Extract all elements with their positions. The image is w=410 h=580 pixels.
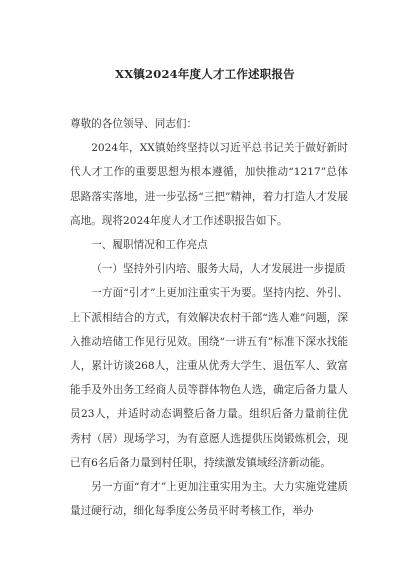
paragraph-cultivate: 另一方面“育才”上更加注重实用为主。大力实施党建质量过硬行动，细化每季度公务员平时考核工作，举办 xyxy=(70,481,348,518)
section-heading: 一、履职情况和工作亮点 xyxy=(91,239,208,252)
document-title: XX镇2024年度人才工作述职报告 xyxy=(115,67,295,81)
salutation: 尊敬的各位领导、同志们： xyxy=(70,118,198,130)
document-body xyxy=(70,112,348,523)
paragraph-intro: 2024年，XX镇始终坚持以习近平总书记关于做好新时代人才工作的重要思想为根本遵循，加快推动“1217”总体思路落实落地，进一步弘扬“三把”精神，着力打造人才发展高地。现将2024年度人才工作述职报告如下。 xyxy=(70,142,348,227)
subsection-heading: （一）坚持外引内培、服务大局，人才发展进一步提质 xyxy=(91,263,346,276)
paragraph-recruit: 一方面“引才”上更加注重实干为要。坚持内挖、外引、上下派相结合的方式，有效解决农村干部“选人难”问题，深入推动培储工作见行见效。围绕“一讲五有”标准下深水找能人，累计访谈268人，注重从优秀大学生、退伍军人、致富能手及外出务工经商人员等群体物色人选，确定后备力量人员23人，并适时动态调整后备力量。组织后备力量前往优秀村（居）现场学习，为有意愿人选提供压岗锻炼机会，现已有6名后备力量到村任职，持续激发镇域经济新动能。 xyxy=(70,287,348,469)
